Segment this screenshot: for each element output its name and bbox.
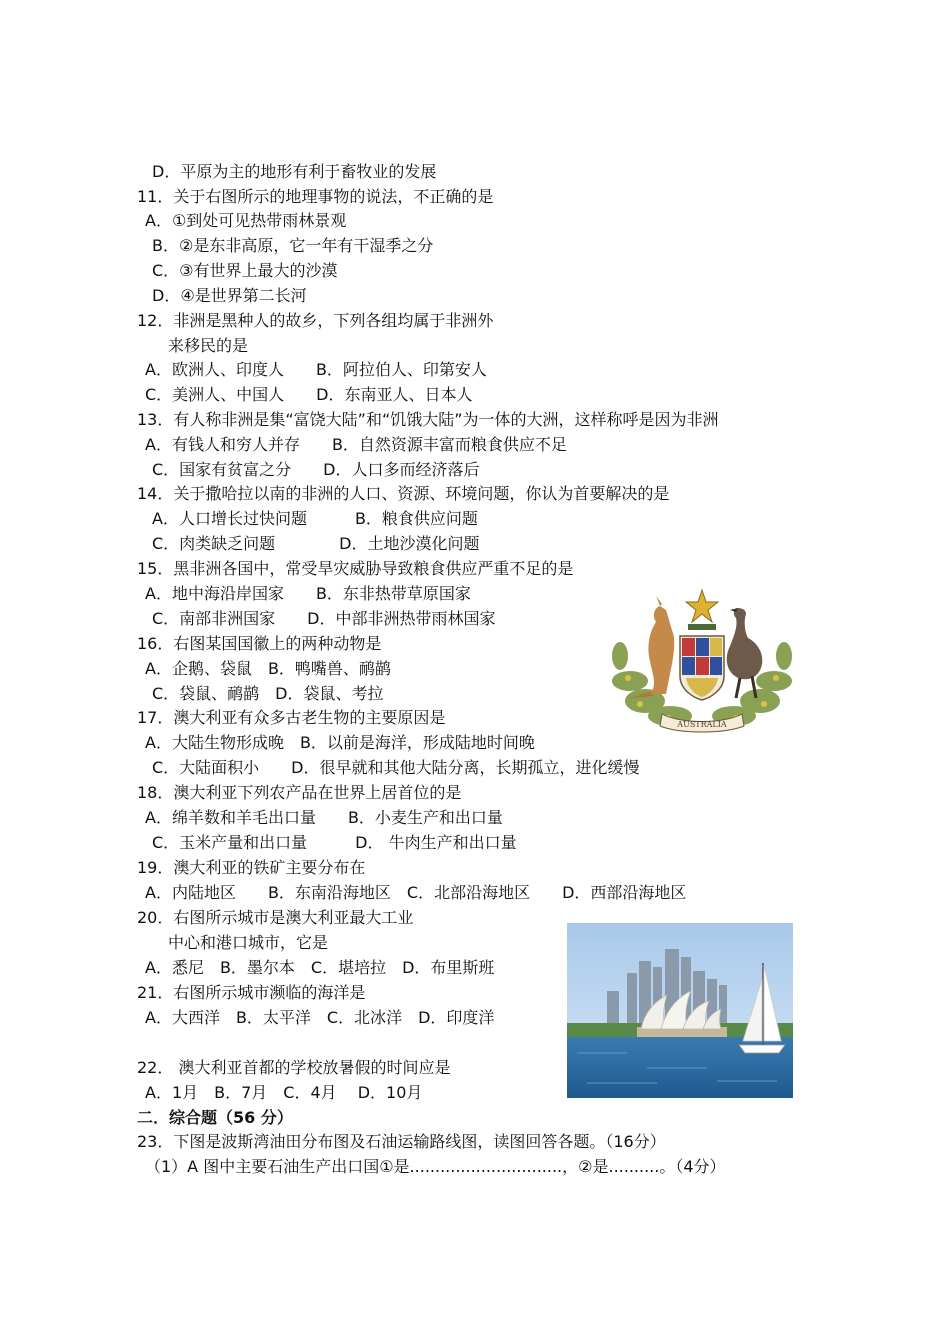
q18-stem: 18．澳大利亚下列农产品在世界上居首位的是 <box>137 783 462 802</box>
q15-stem: 15．黑非洲各国中，常受旱灾威胁导致粮食供应严重不足的是 <box>137 559 574 578</box>
section-heading: 二．综合题（56 分） <box>137 1108 293 1127</box>
sydney-photo <box>567 923 793 1098</box>
q11-stem: 11．关于右图所示的地理事物的说法，不正确的是 <box>137 187 494 206</box>
q20-options: A．悉尼 B．墨尔本 C．堪培拉 D．布里斯班 <box>145 958 495 977</box>
q18-options-cd: C．玉米产量和出口量 D． 牛肉生产和出口量 <box>152 833 517 852</box>
q20-stem: 20．右图所示城市是澳大利亚最大工业 <box>137 908 414 927</box>
q16-stem: 16．右图某国国徽上的两种动物是 <box>137 634 382 653</box>
q22-options: A．1月 B．7月 C．4月 D．10月 <box>145 1083 423 1102</box>
q21-options: A．大西洋 B．太平洋 C．北冰洋 D．印度洋 <box>145 1008 495 1027</box>
q22-stem: 22． 澳大利亚首都的学校放暑假的时间应是 <box>137 1058 451 1077</box>
shield <box>680 636 724 700</box>
star-crest <box>686 590 718 630</box>
q15-options-ab: A．地中海沿岸国家 B．东非热带草原国家 <box>145 584 471 603</box>
q11-option-a: A．①到处可见热带雨林景观 <box>145 211 347 230</box>
q13-options-ab: A．有钱人和穷人并存 B．自然资源丰富而粮食供应不足 <box>145 435 567 454</box>
q21-stem: 21．右图所示城市濒临的海洋是 <box>137 983 366 1002</box>
q12-stem: 12．非洲是黑种人的故乡，下列各组均属于非洲外 <box>137 311 494 330</box>
q23-stem: 23．下图是波斯湾油田分布图及石油运输路线图，读图回答各题。（16分） <box>137 1132 666 1151</box>
q11-option-b: B．②是东非高原，它一年有干湿季之分 <box>152 236 434 255</box>
q19-stem: 19．澳大利亚的铁矿主要分布在 <box>137 858 366 877</box>
q23-part-1: （1）A 图中主要石油生产出口国①是..............................，②是..........。（4分） <box>145 1157 726 1176</box>
q19-options: A．内陆地区 B．东南沿海地区 C．北部沿海地区 D．西部沿海地区 <box>145 883 687 902</box>
q17-options-ab: A．大陆生物形成晚 B．以前是海洋，形成陆地时间晚 <box>145 733 535 752</box>
q14-options-cd: C．肉类缺乏问题 D．土地沙漠化问题 <box>152 534 480 553</box>
q17-stem: 17．澳大利亚有众多古老生物的主要原因是 <box>137 708 446 727</box>
q14-options-ab: A．人口增长过快问题 B．粮食供应问题 <box>152 509 478 528</box>
coat-of-arms-image <box>610 586 794 736</box>
q18-options-ab: A．绵羊数和羊毛出口量 B．小麦生产和出口量 <box>145 808 503 827</box>
q20-stem-continued: 中心和港口城市，它是 <box>168 933 329 952</box>
q11-option-c: C．③有世界上最大的沙漠 <box>152 261 338 280</box>
q14-stem: 14．关于撒哈拉以南的非洲的人口、资源、环境问题，你认为首要解决的是 <box>137 484 670 503</box>
emblem-text: AUSTRALIA <box>677 720 727 729</box>
q10-option-d: D．平原为主的地形有利于畜牧业的发展 <box>152 162 437 181</box>
q12-stem-continued: 来移民的是 <box>168 336 249 355</box>
q11-option-d: D．④是世界第二长河 <box>152 286 307 305</box>
q13-options-cd: C．国家有贫富之分 D．人口多而经济落后 <box>152 460 480 479</box>
q13-stem: 13．有人称非洲是集“富饶大陆”和“饥饿大陆”为一体的大洲，这样称呼是因为非洲 <box>137 410 719 429</box>
q16-options-cd: C．袋鼠、鸸鹋 D．袋鼠、考拉 <box>152 684 384 703</box>
q12-options-ab: A．欧洲人、印度人 B．阿拉伯人、印第安人 <box>145 360 487 379</box>
q17-options-cd: C．大陆面积小 D．很早就和其他大陆分离，长期孤立，进化缓慢 <box>152 758 640 777</box>
q16-options-ab: A．企鹅、袋鼠 B．鸭嘴兽、鸸鹋 <box>145 659 391 678</box>
q12-options-cd: C．美洲人、中国人 D．东南亚人、日本人 <box>145 385 473 404</box>
emu-figure <box>727 608 763 698</box>
q15-options-cd: C．南部非洲国家 D．中部非洲热带雨林国家 <box>152 609 496 628</box>
